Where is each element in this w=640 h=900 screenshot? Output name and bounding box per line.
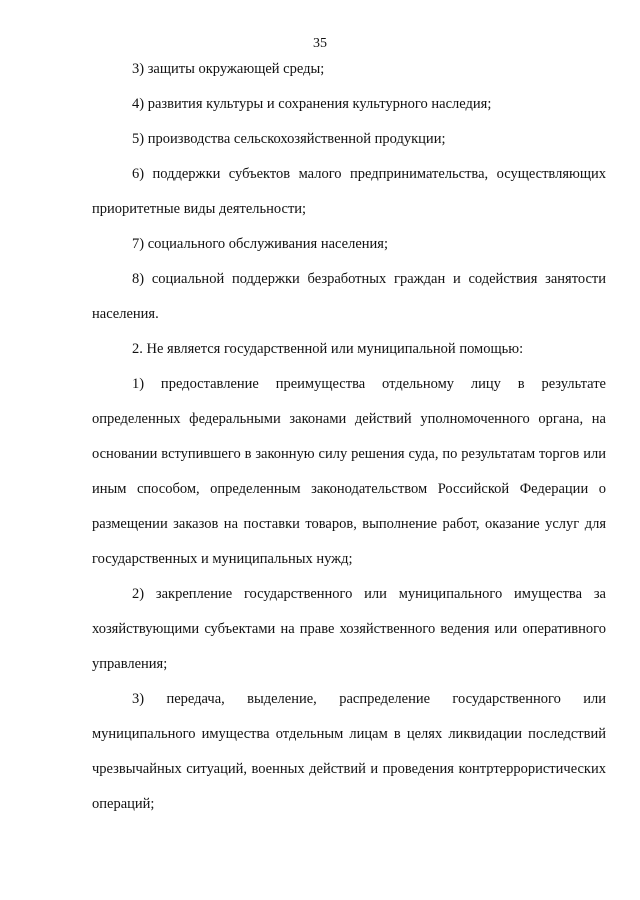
list-item-culture: 4) развития культуры и сохранения культурного наследия;	[132, 96, 492, 112]
list-item-property-transfer: 3) передача, выделение, распределение государственного или муниципального имущества отдельным лицам в целях ликвидации последствий чрезвычайных ситуаций, военных действий и проведения контртеррористических операций;	[92, 691, 606, 812]
list-item-agriculture: 5) производства сельскохозяйственной продукции;	[132, 131, 446, 147]
document-body	[92, 52, 606, 822]
list-item-property-assignment: 2) закрепление государственного или муниципального имущества за хозяйствующими субъектами на праве хозяйственного ведения или оперативного управления;	[92, 586, 606, 672]
page-number: 35	[313, 36, 327, 51]
list-item-social-services: 7) социального обслуживания населения;	[132, 236, 388, 252]
list-item-unemployed-support: 8) социальной поддержки безработных граждан и содействия занятости населения.	[92, 271, 606, 322]
list-item-preference: 1) предоставление преимущества отдельному лицу в результате определенных федеральными законами действий уполномоченного органа, на основании вступившего в законную силу решения суда, по результатам торгов или иным способом, определенным законодательством Российской Федерации о размещении заказов на поставки товаров, выполнение работ, оказание услуг для государственных и муниципальных нужд;	[92, 376, 606, 567]
list-item-small-business: 6) поддержки субъектов малого предпринимательства, осуществляющих приоритетные виды деятельности;	[92, 166, 606, 217]
list-item-environment: 3) защиты окружающей среды;	[132, 61, 325, 77]
section-heading-not-aid: 2. Не является государственной или муниципальной помощью:	[132, 341, 524, 357]
